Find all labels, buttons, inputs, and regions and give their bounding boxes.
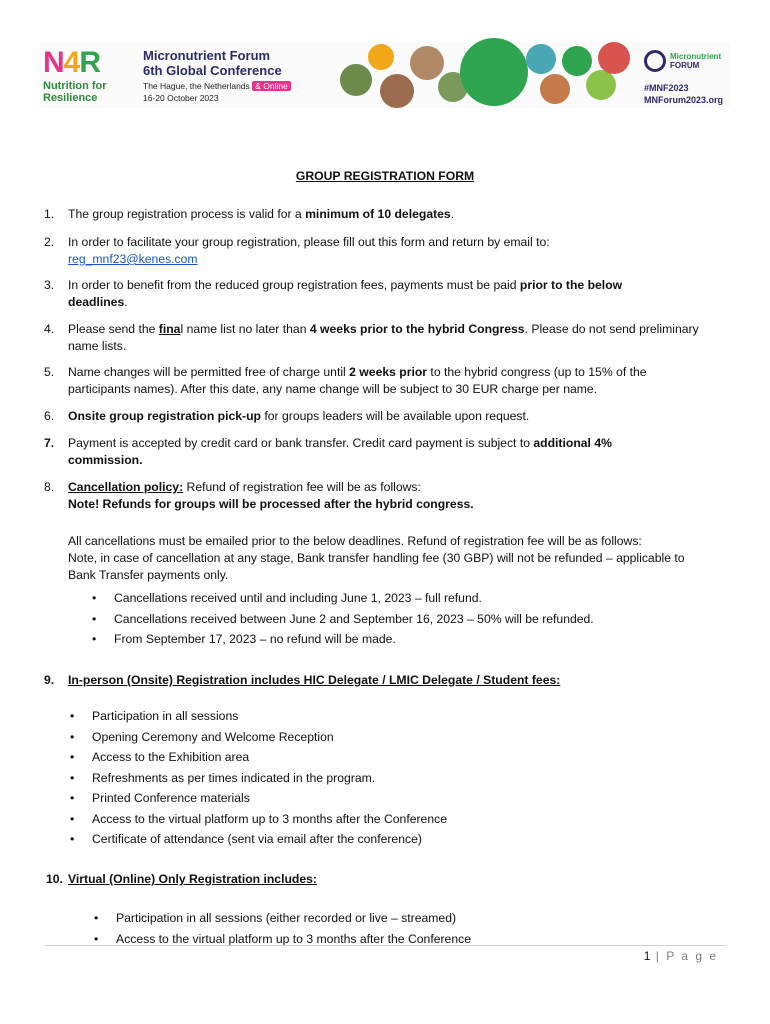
list-item: • Certificate of attendance (sent via email after the conference) <box>92 831 422 848</box>
chart-icon <box>586 70 616 100</box>
banner-photo-collage <box>340 42 640 108</box>
section-10-heading: 10. Virtual (Online) Only Registration includes: <box>46 872 317 886</box>
event-title-line1: Micronutrient Forum <box>143 48 271 63</box>
micronutrient-forum-logo <box>640 46 730 106</box>
cancellation-details: All cancellations must be emailed prior to the below deadlines. Refund of registration fee will be as follows: Note, in case of cancellation at any stage, Bank transfer handling fee (30 GBP) will not be refunded – applicable to Bank Transfer payments only. <box>68 534 685 582</box>
event-details <box>143 80 291 104</box>
n4r-logo: N4R <box>43 46 101 79</box>
photo-circle <box>340 64 372 96</box>
page-label: P a g e <box>666 949 718 963</box>
page-title: GROUP REGISTRATION FORM <box>295 169 475 183</box>
conference-banner <box>40 42 731 108</box>
list-item: • Cancellations received between June 2 and September 16, 2023 – 50% will be refunded. <box>114 611 594 628</box>
list-item: • Participation in all sessions (either recorded or live – streamed) <box>116 910 456 927</box>
list-item: • Access to the Exhibition area <box>92 749 249 766</box>
photo-circle <box>526 44 556 74</box>
online-badge: & Online <box>252 81 291 91</box>
section-9-heading: 9. In-person (Onsite) Registration includes HIC Delegate / LMIC Delegate / Student fees: <box>44 673 561 687</box>
list-item-4: 4. Please send the final name list no later than 4 weeks prior to the hybrid Congress. Please do not send preliminary name lists. <box>44 322 699 353</box>
list-item: • Cancellations received until and including June 1, 2023 – full refund. <box>114 590 482 607</box>
photo-circle <box>380 74 414 108</box>
email-link[interactable]: reg_mnf23@kenes.com <box>68 252 198 266</box>
hashtag: #MNF2023 <box>644 83 689 93</box>
event-location: The Hague, the Netherlands <box>143 81 250 91</box>
n4r-tagline: Nutrition for Resilience <box>43 80 107 104</box>
event-title <box>143 48 282 78</box>
forum-logo-line1: Micronutrient <box>670 52 722 61</box>
list-item: • Access to the virtual platform up to 3 months after the Conference <box>116 931 471 948</box>
photo-circle <box>598 42 630 74</box>
list-item: • Access to the virtual platform up to 3 months after the Conference <box>92 811 447 828</box>
photo-circle <box>540 74 570 104</box>
list-item-1: 1. The group registration process is valid for a minimum of 10 delegates. <box>44 207 455 221</box>
list-item: • Participation in all sessions <box>92 708 238 725</box>
globe-icon <box>460 38 528 106</box>
photo-circle <box>410 46 444 80</box>
forum-emblem-icon <box>644 50 666 72</box>
list-item-6: 6. Onsite group registration pick-up for groups leaders will be available upon request. <box>44 409 530 423</box>
event-title-line2: 6th Global Conference <box>143 63 282 78</box>
list-item: • Printed Conference materials <box>92 790 250 807</box>
page-footer: 1 | P a g e <box>643 949 718 963</box>
list-item: • From September 17, 2023 – no refund will be made. <box>114 631 396 648</box>
list-item-5: 5. Name changes will be permitted free of charge until 2 weeks prior to the hybrid congress (up to 15% of the participants names). After this date, any name change will be subject to 30 EUR charge per name. <box>44 365 647 396</box>
photo-circle <box>368 44 394 70</box>
list-item-8: 8. Cancellation policy: Refund of registration fee will be as follows: Note! Refunds for groups will be processed after the hybrid congress. <box>44 480 474 511</box>
website: MNForum2023.org <box>644 95 724 105</box>
list-item-2: 2. In order to facilitate your group registration, please fill out this form and return by email to: reg_mnf23@kenes.com <box>68 234 728 268</box>
list-item-3: 3. In order to benefit from the reduced group registration fees, payments must be paid prior to the below deadlines. <box>44 278 623 309</box>
event-dates: 16-20 October 2023 <box>143 93 219 103</box>
list-item-7: 7. Payment is accepted by credit card or bank transfer. Credit card payment is subject to additional 4% commission. <box>44 436 612 467</box>
footer-divider <box>45 945 726 946</box>
page-number: 1 <box>643 949 651 963</box>
list-item: • Refreshments as per times indicated in the program. <box>92 770 375 787</box>
forum-logo-line2: FORUM <box>670 61 700 70</box>
photo-circle <box>562 46 592 76</box>
list-item: • Opening Ceremony and Welcome Reception <box>92 729 334 746</box>
